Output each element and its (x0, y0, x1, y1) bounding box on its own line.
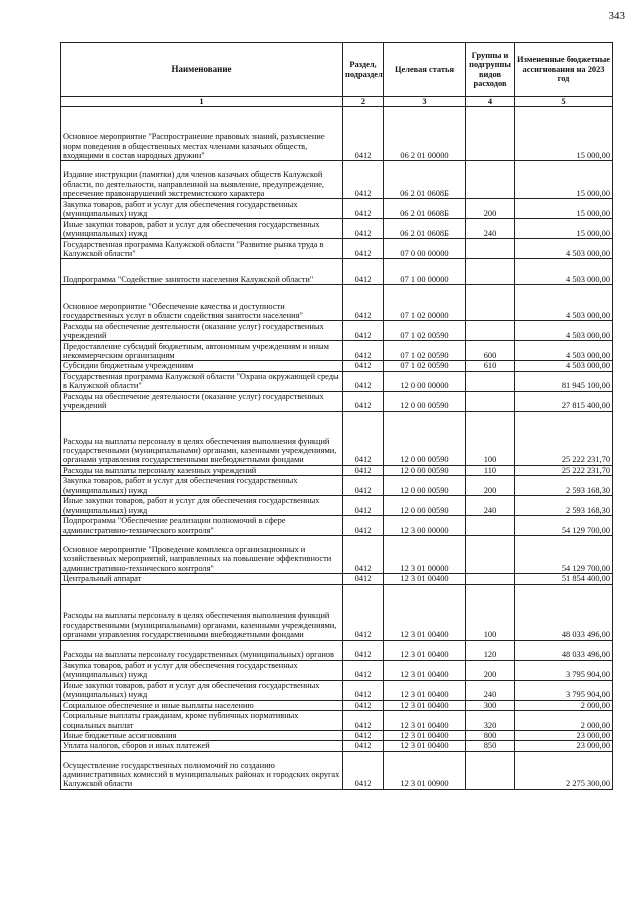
row-name-cell: Основное мероприятие "Проведение комплекса организационных и хозяйственных мероприятий, направленных на повышение эффективности административно-технического контроля" (61, 536, 343, 574)
row-target-cell: 12 3 01 00400 (384, 640, 466, 660)
row-group-cell (466, 536, 515, 574)
row-section-cell: 0412 (343, 239, 384, 259)
row-section-cell: 0412 (343, 496, 384, 516)
column-number: 5 (515, 97, 613, 107)
table-row (61, 411, 613, 465)
row-target-cell: 07 0 00 00000 (384, 239, 466, 259)
row-section-cell: 0412 (343, 321, 384, 341)
row-name-cell: Предоставление субсидий бюджетным, автономным учреждениям и иным некоммерческим организациям (61, 341, 343, 361)
row-section-cell: 0412 (343, 199, 384, 219)
row-target-cell: 12 3 01 00400 (384, 731, 466, 741)
row-name-cell: Расходы на выплаты персоналу в целях обеспечения выполнения функций государственными (муниципальными) органами, казенными учреждениями, органами управления государственными внебюджетными фондами (61, 411, 343, 465)
header-row (61, 43, 613, 97)
row-amount-cell: 15 000,00 (515, 199, 613, 219)
column-number: 1 (61, 97, 343, 107)
column-number-row (61, 97, 613, 107)
row-amount-cell: 48 033 496,00 (515, 584, 613, 640)
row-target-cell: 12 3 01 00400 (384, 711, 466, 731)
row-amount-cell: 2 593 168,30 (515, 476, 613, 496)
row-group-cell (466, 107, 515, 161)
table-row (61, 107, 613, 161)
row-group-cell: 850 (466, 741, 515, 751)
column-number: 4 (466, 97, 515, 107)
table-row (61, 161, 613, 199)
table-row (61, 341, 613, 361)
row-amount-cell: 48 033 496,00 (515, 640, 613, 660)
page-number: 343 (608, 10, 625, 22)
row-name-cell: Расходы на выплаты персоналу государственных (муниципальных) органов (61, 640, 343, 660)
table-row (61, 536, 613, 574)
row-target-cell: 12 3 01 00900 (384, 751, 466, 789)
table-row (61, 476, 613, 496)
table-row (61, 680, 613, 700)
row-group-cell: 240 (466, 219, 515, 239)
row-amount-cell: 3 795 904,00 (515, 660, 613, 680)
row-name-cell: Осуществление государственных полномочий по созданию административных комиссий в муниципальных районах и городских округах Калужской области (61, 751, 343, 789)
row-section-cell: 0412 (343, 219, 384, 239)
row-amount-cell: 4 503 000,00 (515, 285, 613, 321)
row-name-cell: Социальное обеспечение и иные выплаты населению (61, 700, 343, 710)
row-section-cell: 0412 (343, 731, 384, 741)
row-name-cell: Субсидии бюджетным учреждениям (61, 361, 343, 371)
row-target-cell: 06 2 01 0608Б (384, 161, 466, 199)
row-name-cell: Иные закупки товаров, работ и услуг для обеспечения государственных (муниципальных) нужд (61, 496, 343, 516)
row-name-cell: Центральный аппарат (61, 574, 343, 584)
row-group-cell: 100 (466, 584, 515, 640)
table-row (61, 700, 613, 710)
row-group-cell: 610 (466, 361, 515, 371)
row-target-cell: 07 1 02 00000 (384, 285, 466, 321)
row-target-cell: 07 1 02 00590 (384, 341, 466, 361)
row-group-cell (466, 371, 515, 391)
header-section: Раздел, подраздел (343, 43, 384, 97)
row-name-cell: Социальные выплаты гражданам, кроме публичных нормативных социальных выплат (61, 711, 343, 731)
budget-table (60, 42, 613, 790)
row-section-cell: 0412 (343, 751, 384, 789)
row-name-cell: Закупка товаров, работ и услуг для обеспечения государственных (муниципальных) нужд (61, 660, 343, 680)
row-amount-cell: 81 945 100,00 (515, 371, 613, 391)
row-section-cell: 0412 (343, 465, 384, 475)
row-group-cell (466, 239, 515, 259)
header-group: Группы и подгруппы видов расходов (466, 43, 515, 97)
row-group-cell (466, 161, 515, 199)
row-section-cell: 0412 (343, 574, 384, 584)
table-row (61, 660, 613, 680)
row-section-cell: 0412 (343, 536, 384, 574)
table-row (61, 391, 613, 411)
row-name-cell: Расходы на обеспечение деятельности (оказание услуг) государственных учреждений (61, 321, 343, 341)
row-section-cell: 0412 (343, 285, 384, 321)
row-target-cell: 12 0 00 00590 (384, 496, 466, 516)
row-amount-cell: 27 815 400,00 (515, 391, 613, 411)
table-row (61, 516, 613, 536)
row-group-cell (466, 751, 515, 789)
row-target-cell: 12 3 01 00000 (384, 536, 466, 574)
row-group-cell: 120 (466, 640, 515, 660)
row-section-cell: 0412 (343, 411, 384, 465)
row-group-cell: 800 (466, 731, 515, 741)
row-amount-cell: 23 000,00 (515, 741, 613, 751)
table-row (61, 219, 613, 239)
table-row (61, 465, 613, 475)
row-name-cell: Расходы на обеспечение деятельности (оказание услуг) государственных учреждений (61, 391, 343, 411)
row-name-cell: Основное мероприятие "Обеспечение качества и доступности государственных услуг в области содействия занятости населения" (61, 285, 343, 321)
row-name-cell: Основное мероприятие "Распространение правовых знаний, разъяснение норм поведения в общественных местах членами казачьих обществ, входящими в состав народных дружин" (61, 107, 343, 161)
row-section-cell: 0412 (343, 107, 384, 161)
row-target-cell: 12 3 01 00400 (384, 700, 466, 710)
row-target-cell: 06 2 01 0608Б (384, 199, 466, 219)
row-amount-cell: 2 275 300,00 (515, 751, 613, 789)
row-group-cell: 240 (466, 680, 515, 700)
row-name-cell: Иные закупки товаров, работ и услуг для обеспечения государственных (муниципальных) нужд (61, 219, 343, 239)
row-section-cell: 0412 (343, 476, 384, 496)
table-row (61, 496, 613, 516)
header-name: Наименование (61, 43, 343, 97)
row-section-cell: 0412 (343, 741, 384, 751)
row-group-cell: 320 (466, 711, 515, 731)
row-name-cell: Государственная программа Калужской области "Развитие рынка труда в Калужской области" (61, 239, 343, 259)
table-row (61, 239, 613, 259)
row-amount-cell: 23 000,00 (515, 731, 613, 741)
row-target-cell: 12 0 00 00590 (384, 411, 466, 465)
row-target-cell: 12 3 01 00400 (384, 741, 466, 751)
row-target-cell: 12 3 01 00400 (384, 680, 466, 700)
row-target-cell: 12 0 00 00000 (384, 371, 466, 391)
row-target-cell: 12 0 00 00590 (384, 476, 466, 496)
row-name-cell: Подпрограмма "Обеспечение реализации полномочий в сфере административно-технического контроля" (61, 516, 343, 536)
row-target-cell: 12 3 01 00400 (384, 584, 466, 640)
table-row (61, 361, 613, 371)
row-amount-cell: 2 000,00 (515, 700, 613, 710)
row-target-cell: 12 0 00 00590 (384, 391, 466, 411)
table-row (61, 285, 613, 321)
row-section-cell: 0412 (343, 711, 384, 731)
row-amount-cell: 4 503 000,00 (515, 361, 613, 371)
row-section-cell: 0412 (343, 259, 384, 285)
row-group-cell (466, 259, 515, 285)
row-section-cell: 0412 (343, 660, 384, 680)
row-name-cell: Издание инструкции (памятки) для членов казачьих обществ Калужской области, по деятельности, направленной на выявление, предупреждение, пресечение правонарушений экстремистского характера (61, 161, 343, 199)
row-name-cell: Иные бюджетные ассигнования (61, 731, 343, 741)
row-amount-cell: 4 503 000,00 (515, 239, 613, 259)
row-target-cell: 12 3 01 00400 (384, 660, 466, 680)
table-row (61, 199, 613, 219)
row-group-cell: 600 (466, 341, 515, 361)
column-number: 3 (384, 97, 466, 107)
row-amount-cell: 51 854 400,00 (515, 574, 613, 584)
row-group-cell (466, 391, 515, 411)
row-amount-cell: 2 593 168,30 (515, 496, 613, 516)
row-name-cell: Закупка товаров, работ и услуг для обеспечения государственных (муниципальных) нужд (61, 476, 343, 496)
table-row (61, 711, 613, 731)
table-row (61, 371, 613, 391)
row-amount-cell: 15 000,00 (515, 161, 613, 199)
table-row (61, 584, 613, 640)
row-target-cell: 12 0 00 00590 (384, 465, 466, 475)
row-section-cell: 0412 (343, 700, 384, 710)
row-section-cell: 0412 (343, 516, 384, 536)
row-section-cell: 0412 (343, 680, 384, 700)
row-name-cell: Расходы на выплаты персоналу в целях обеспечения выполнения функций государственными (муниципальными) органами, казенными учреждениями, органами управления государственными внебюджетными фондами (61, 584, 343, 640)
row-section-cell: 0412 (343, 361, 384, 371)
row-amount-cell: 54 129 700,00 (515, 516, 613, 536)
row-section-cell: 0412 (343, 161, 384, 199)
row-target-cell: 06 2 01 0608Б (384, 219, 466, 239)
row-target-cell: 06 2 01 00000 (384, 107, 466, 161)
row-name-cell: Иные закупки товаров, работ и услуг для обеспечения государственных (муниципальных) нужд (61, 680, 343, 700)
table-row (61, 751, 613, 789)
row-amount-cell: 4 503 000,00 (515, 259, 613, 285)
row-amount-cell: 54 129 700,00 (515, 536, 613, 574)
column-number: 2 (343, 97, 384, 107)
row-name-cell: Закупка товаров, работ и услуг для обеспечения государственных (муниципальных) нужд (61, 199, 343, 219)
header-target: Целевая статья (384, 43, 466, 97)
row-group-cell: 200 (466, 199, 515, 219)
row-amount-cell: 15 000,00 (515, 107, 613, 161)
row-name-cell: Уплата налогов, сборов и иных платежей (61, 741, 343, 751)
row-amount-cell: 3 795 904,00 (515, 680, 613, 700)
row-group-cell: 240 (466, 496, 515, 516)
row-section-cell: 0412 (343, 640, 384, 660)
header-amount: Измененные бюджетные ассигнования на 2023 год (515, 43, 613, 97)
row-group-cell (466, 321, 515, 341)
row-section-cell: 0412 (343, 391, 384, 411)
row-group-cell (466, 574, 515, 584)
table-row (61, 321, 613, 341)
row-section-cell: 0412 (343, 584, 384, 640)
row-amount-cell: 4 503 000,00 (515, 321, 613, 341)
table-row (61, 731, 613, 741)
table-row (61, 259, 613, 285)
row-group-cell: 110 (466, 465, 515, 475)
row-target-cell: 12 3 01 00400 (384, 574, 466, 584)
row-name-cell: Подпрограмма "Содействие занятости населения Калужской области" (61, 259, 343, 285)
row-amount-cell: 2 000,00 (515, 711, 613, 731)
row-section-cell: 0412 (343, 371, 384, 391)
row-section-cell: 0412 (343, 341, 384, 361)
table-row (61, 574, 613, 584)
row-name-cell: Государственная программа Калужской области "Охрана окружающей среды в Калужской области" (61, 371, 343, 391)
row-amount-cell: 15 000,00 (515, 219, 613, 239)
row-amount-cell: 25 222 231,70 (515, 465, 613, 475)
row-group-cell: 300 (466, 700, 515, 710)
row-group-cell (466, 516, 515, 536)
row-group-cell: 200 (466, 660, 515, 680)
row-amount-cell: 4 503 000,00 (515, 341, 613, 361)
row-target-cell: 07 1 02 00590 (384, 321, 466, 341)
row-amount-cell: 25 222 231,70 (515, 411, 613, 465)
row-target-cell: 12 3 00 00000 (384, 516, 466, 536)
row-target-cell: 07 1 00 00000 (384, 259, 466, 285)
table-row (61, 640, 613, 660)
row-group-cell (466, 285, 515, 321)
row-group-cell: 100 (466, 411, 515, 465)
table-row (61, 741, 613, 751)
row-name-cell: Расходы на выплаты персоналу казенных учреждений (61, 465, 343, 475)
row-group-cell: 200 (466, 476, 515, 496)
row-target-cell: 07 1 02 00590 (384, 361, 466, 371)
